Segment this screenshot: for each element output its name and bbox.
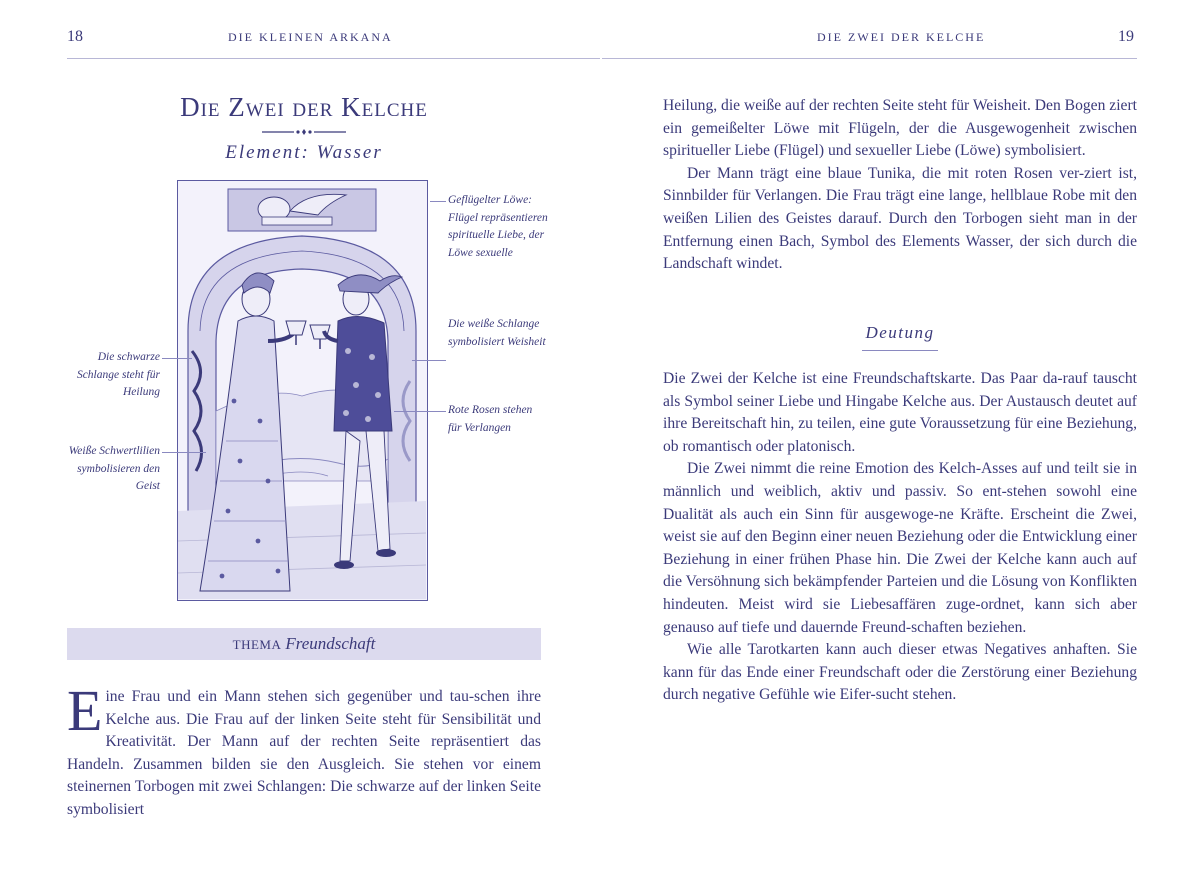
leader-black-snake — [162, 358, 192, 359]
page-number-right: 19 — [1118, 28, 1134, 45]
section-heading-deutung: Deutung — [865, 323, 935, 342]
running-head-right: DIE ZWEI DER KELCHE — [817, 30, 986, 44]
section-heading-underline — [862, 350, 938, 351]
thema-value: Freundschaft — [285, 634, 376, 653]
callout-black-snake: Die schwarze Schlange steht für Heilung — [76, 351, 160, 398]
page-number-left: 18 — [67, 28, 83, 45]
thema-label: THEMA — [232, 637, 282, 652]
paragraph: Der Mann trägt eine blaue Tunika, die mit roten Rosen ver-ziert ist, Sinnbilder für Verlangen. Die Frau trägt eine lange, hellblaue Robe mit den weißen Lilien des Geistes darauf. Durch den Torbogen sieht man in der Entfernung einen Bach, Symbol des Elements Wasser, der sich durch die Landschaft windet. — [663, 164, 1137, 273]
tarot-card-illustration — [177, 180, 428, 601]
header-rule-left — [67, 58, 600, 59]
card-artwork — [178, 181, 426, 599]
header-rule-right — [602, 58, 1137, 59]
callout-lion: Geflügelter Löwe: Flügel repräsentieren spirituelle Liebe, der Löwe sexuelle — [448, 194, 548, 259]
title-ornament — [262, 126, 346, 138]
paragraph: Die Zwei der Kelche ist eine Freundschaftskarte. Das Paar da-rauf tauscht als Symbol seiner Liebe und Hingabe Kelche aus. Der Austausch deutet auf ihre Bereitschaft hin, zu teilen, eine gute Voraussetzung für eine Beziehung, ob romantisch oder platonisch. — [663, 370, 1137, 455]
leader-lilies — [162, 452, 206, 453]
right-body-bottom — [663, 368, 1137, 707]
right-page — [600, 0, 1200, 875]
left-body-paragraph: ine Frau und ein Mann stehen sich gegenüber und tau-schen ihre Kelche aus. Die Frau auf der linken Seite steht für Sensibilität und Kreativität. Der Mann auf der rechten Seite repräsentiert das Handeln. Zusammen bilden sie den Ausgleich. Sie stehen vor einem steinernen Torbogen mit zwei Schlangen: Die schwarze auf der linken Seite symbolisiert — [67, 688, 541, 818]
paragraph: Heilung, die weiße auf der rechten Seite steht für Weisheit. Den Bogen ziert ein gemeißelter Löwe mit Flügeln, der die Ausgewogenheit zwischen spiritueller Liebe (Flügel) und sexueller Liebe (Löwe) symbolisiert. — [663, 97, 1137, 160]
paragraph: Wie alle Tarotkarten kann auch dieser etwas Negatives anhaften. Sie kann für das Ende einer Freundschaft oder die Zerstörung einer Beziehung durch negative Gefühle wie Eifer-sucht stehen. — [663, 641, 1137, 704]
element-line: Element: Wasser — [225, 142, 383, 163]
left-body-text — [67, 678, 541, 822]
callout-lilies: Weiße Schwertlilien symbolisieren den Geist — [68, 445, 160, 492]
paragraph: Die Zwei nimmt die reine Emotion des Kelch-Asses auf und teilt sie in männlich und weiblich, aktiv und passiv. So ent-stehen sowohl eine Dualität als auch ein Sinn für ausgewoge-ne Kräfte. Erscheint die Zwei, weist sie auf den Beginn einer neuen Beziehung oder die Entwicklung einer Beziehung in einer frühen Phase hin. Die Zwei der Kelche kann auch auf die Versöhnung sich bekämpfender Parteien und die Lösung von Konflikten hindeuten. Meist wird sie Liebesaffären zuge-ordnet, kann sich aber genauso auf tiefe und dauernde Freund-schaften beziehen. — [663, 460, 1137, 636]
leader-roses — [394, 411, 446, 412]
callout-roses: Rote Rosen stehen für Verlangen — [448, 404, 533, 434]
leader-lion — [430, 201, 446, 202]
card-title: Die Zwei der Kelche — [180, 92, 428, 122]
thema-box — [67, 628, 541, 660]
callout-white-snake: Die weiße Schlange symbolisiert Weisheit — [448, 318, 546, 348]
running-head-left: DIE KLEINEN ARKANA — [228, 30, 393, 44]
drop-cap: E — [67, 678, 103, 743]
right-body-top — [663, 95, 1137, 276]
leader-white-snake — [412, 360, 446, 361]
